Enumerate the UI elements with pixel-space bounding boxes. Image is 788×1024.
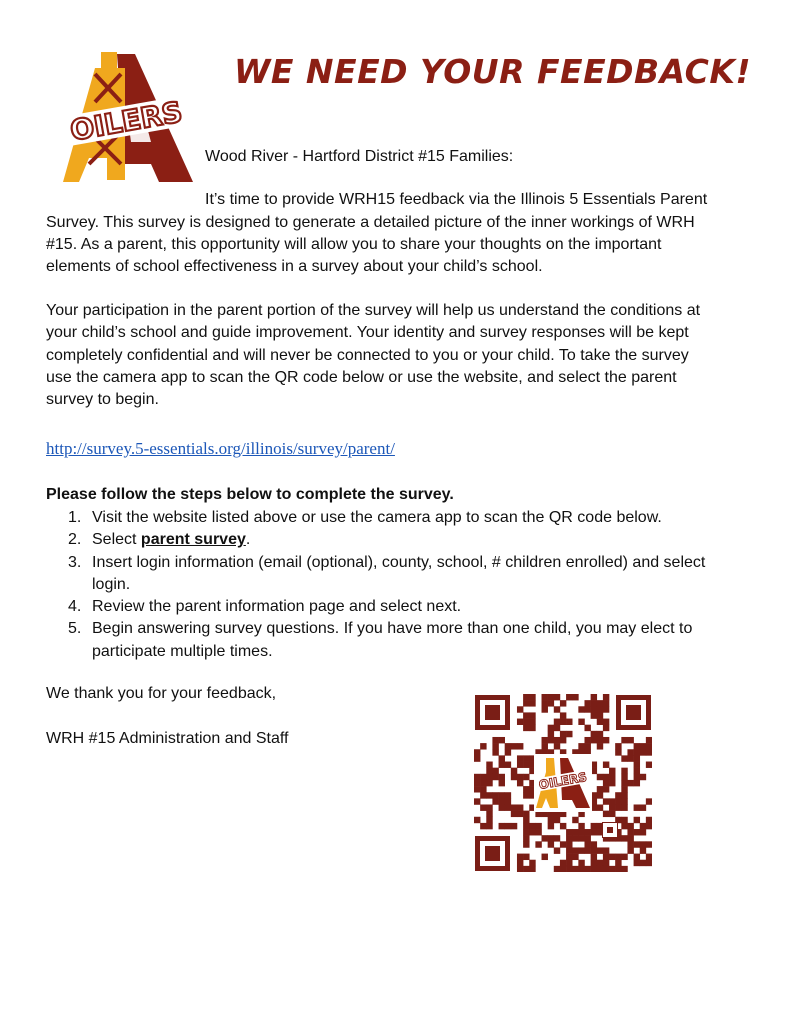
step-item — [46, 507, 776, 529]
closing-line: We thank you for your feedback, — [46, 685, 277, 702]
survey-link[interactable]: http://survey.5-essentials.org/illinois/survey/parent/ — [46, 439, 395, 458]
step-item — [46, 552, 776, 597]
step-number: 4. — [68, 598, 82, 616]
step-text: Insert login information (email (optional), county, school, # children enrolled) and select — [92, 553, 706, 571]
step-text-pre: Select — [92, 531, 141, 549]
step-text: Begin answering survey questions. If you have more than one child, you may elect to — [92, 620, 693, 638]
steps-heading: Please follow the steps below to complete the survey. — [46, 486, 454, 503]
step-item — [46, 618, 776, 663]
parent-survey-emphasis: parent survey — [140, 531, 246, 549]
signature: WRH #15 Administration and Staff — [46, 730, 289, 747]
step-text: Review the parent information page and select next. — [92, 598, 462, 616]
intro-line: Survey. This survey is designed to generate a detailed picture of the inner workings of WRH — [46, 213, 695, 231]
greeting: Wood River - Hartford District #15 Families: — [205, 148, 514, 165]
step-text: participate multiple times. — [92, 642, 273, 660]
participation-line: Your participation in the parent portion of the survey will help us understand the conditions at — [46, 302, 701, 319]
step-text-post: . — [245, 531, 251, 549]
step-item — [46, 529, 776, 551]
step-number: 5. — [68, 620, 82, 638]
intro-paragraph — [46, 212, 695, 279]
participation-line: use the camera app to scan the QR code below or use the website, and select the parent — [46, 368, 677, 386]
steps-list — [46, 507, 776, 663]
participation-line: survey to begin. — [46, 391, 159, 409]
step-text: Visit the website listed above or use the camera app to scan the QR code below. — [92, 509, 662, 526]
logo-text: OILERS — [67, 95, 185, 148]
participation-line: completely confidential and will never be connected to you or your child. To take the survey — [46, 346, 689, 364]
intro-first-line: It’s time to provide WRH15 feedback via the Illinois 5 Essentials Parent — [205, 191, 708, 208]
intro-line: elements of school effectiveness in a survey about your child’s school. — [46, 258, 543, 276]
intro-line: #15. As a parent, this opportunity will allow you to share your thoughts on the important — [46, 235, 662, 253]
step-number: 3. — [68, 553, 82, 571]
participation-line: your child’s school and guide improvement. Your identity and survey responses will be kept — [46, 324, 689, 342]
headline: WE NEED YOUR FEEDBACK! — [234, 52, 752, 91]
step-number: 1. — [68, 509, 82, 526]
step-item — [46, 596, 776, 618]
qr-logo-text: OILERS — [537, 769, 588, 793]
oilers-logo-icon — [55, 46, 197, 188]
participation-paragraph — [46, 300, 700, 411]
step-text: login. — [92, 575, 131, 593]
qr-code-icon[interactable] — [474, 694, 652, 872]
step-number: 2. — [68, 531, 82, 549]
